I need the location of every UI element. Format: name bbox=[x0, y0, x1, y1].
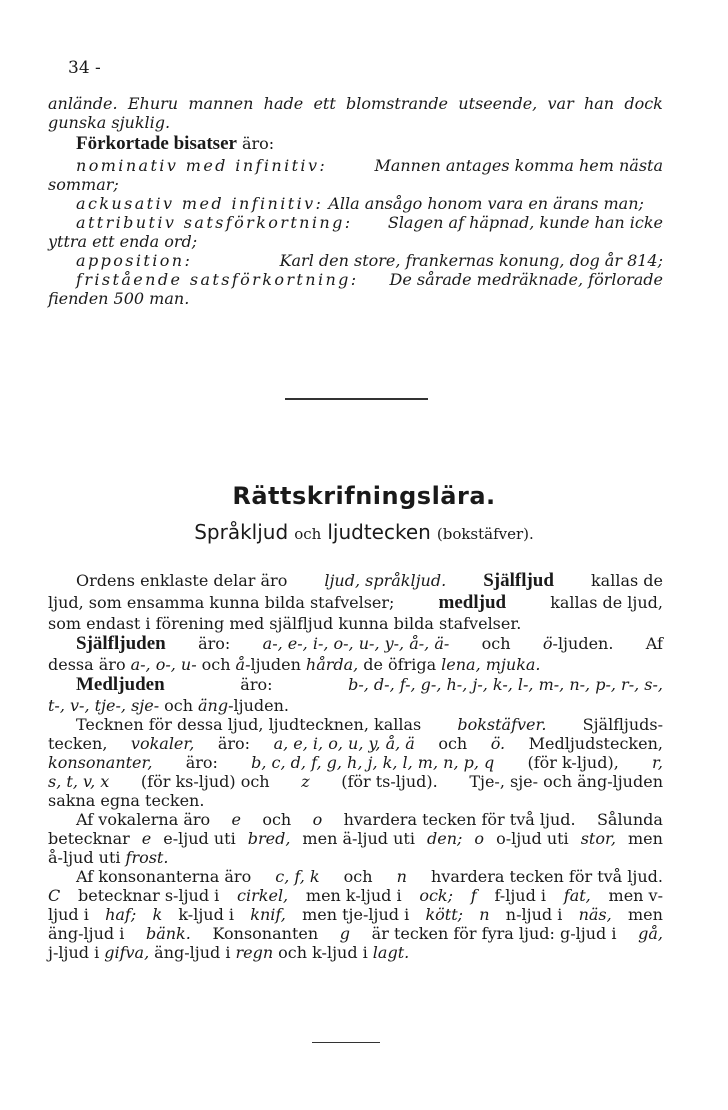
text-fragment: bokstäfver. bbox=[457, 715, 547, 734]
text-fragment: e bbox=[231, 810, 241, 829]
text-fragment: gifva, bbox=[104, 943, 150, 962]
subtitle-part: och bbox=[294, 525, 322, 543]
text-fragment: n-ljud i bbox=[505, 905, 563, 924]
text-fragment: äng-ljud i bbox=[154, 943, 231, 962]
text-line bbox=[48, 156, 663, 175]
text-fragment: o bbox=[474, 829, 485, 848]
divider bbox=[312, 1042, 380, 1043]
term-label: ackusativ med infinitiv: bbox=[76, 194, 324, 213]
text-fragment: ö- bbox=[542, 634, 558, 653]
text-fragment: t-, v-, tje-, sje- bbox=[48, 696, 160, 715]
text-line bbox=[48, 570, 663, 592]
text-fragment: j-ljud i bbox=[48, 943, 100, 962]
section-heading: Förkortade bisatser bbox=[76, 133, 237, 154]
word: utseende, bbox=[458, 94, 538, 113]
text-fragment: Tecknen för dessa ljud, ljudtecknen, kallas bbox=[76, 715, 422, 734]
text-line bbox=[48, 715, 663, 734]
divider bbox=[285, 398, 428, 400]
text-fragment: ljuden. bbox=[557, 634, 614, 653]
text-fragment: (för ks-ljud) och bbox=[140, 772, 270, 791]
text-fragment: ljud, språkljud. bbox=[324, 571, 447, 590]
text-fragment: b, c, d, f, g, h, j, k, l, m, n, p, q bbox=[251, 753, 495, 772]
text-fragment: och bbox=[438, 734, 468, 753]
text-fragment: a-, e-, i-, o-, u-, y-, å-, ä- bbox=[262, 634, 450, 653]
example-text: fienden 500 man. bbox=[48, 289, 190, 308]
text-line bbox=[48, 655, 663, 674]
text-fragment: tecken, bbox=[48, 734, 108, 753]
text-fragment: (för ts-ljud). bbox=[341, 772, 438, 791]
text-line bbox=[48, 867, 663, 886]
text-fragment: är tecken för fyra ljud: g-ljud i bbox=[371, 924, 617, 943]
example-text: yttra ett enda ord; bbox=[48, 232, 198, 251]
text-fragment: men bbox=[627, 905, 663, 924]
text-fragment: knif, bbox=[250, 905, 286, 924]
example-text: De sårade medräknade, förlorade bbox=[389, 270, 663, 289]
text-fragment: Sålunda bbox=[596, 810, 663, 829]
text-line bbox=[48, 213, 663, 232]
text-fragment: bred, bbox=[247, 829, 291, 848]
text-line bbox=[48, 886, 663, 905]
bold-term: Medljuden bbox=[76, 674, 165, 695]
word: blomstrande bbox=[346, 94, 449, 113]
text-fragment: C bbox=[48, 886, 61, 905]
word: anlände. bbox=[48, 94, 118, 113]
text-fragment: Af bbox=[645, 634, 663, 653]
example-text: Slagen af häpnad, kunde han icke bbox=[387, 213, 663, 232]
text-fragment: och bbox=[343, 867, 373, 886]
text-fragment: b-, d-, f-, g-, h-, j-, k-, l-, m-, n-, p-, r-, s-, bbox=[348, 675, 663, 694]
text-fragment: k bbox=[152, 905, 163, 924]
text-fragment: Ordens enklaste delar äro bbox=[76, 571, 288, 590]
text-line bbox=[48, 94, 663, 113]
text-fragment: men k-ljud i bbox=[305, 886, 402, 905]
section-title: Rättskrifningslära. bbox=[232, 482, 496, 510]
text-fragment: äro: bbox=[185, 753, 218, 772]
text-fragment: r, bbox=[651, 753, 663, 772]
text-line bbox=[48, 194, 663, 213]
text-fragment: o-ljud uti bbox=[496, 829, 569, 848]
text-fragment: s, t, v, x bbox=[48, 772, 110, 791]
text-fragment: Tje-, sje- och äng-ljuden bbox=[469, 772, 663, 791]
subtitle-part: Språkljud bbox=[194, 520, 289, 544]
text-fragment: de öfriga bbox=[363, 655, 437, 674]
example-text: Alla ansågo honom vara en ärans man; bbox=[328, 194, 644, 213]
text-fragment: hvardera tecken för två ljud. bbox=[343, 810, 576, 829]
text-fragment: haf; bbox=[105, 905, 137, 924]
text-line bbox=[48, 175, 663, 194]
text-fragment: men ä-ljud uti bbox=[302, 829, 415, 848]
text-fragment: näs, bbox=[578, 905, 612, 924]
text-fragment: ljuden bbox=[250, 655, 301, 674]
word: hade bbox=[263, 94, 304, 113]
page-number: 34 - bbox=[68, 58, 101, 78]
text-fragment: kallas de bbox=[590, 571, 663, 590]
text-fragment: (för k-ljud), bbox=[527, 753, 619, 772]
text-line bbox=[48, 791, 663, 810]
text-fragment: Konsonanten bbox=[212, 924, 319, 943]
text-fragment: äng-ljud i bbox=[48, 924, 125, 943]
text-fragment: äro: bbox=[241, 134, 275, 153]
word: mannen bbox=[188, 94, 254, 113]
text-fragment: ljuden. bbox=[233, 696, 289, 715]
text-fragment: vokaler, bbox=[130, 734, 195, 753]
text-line bbox=[48, 943, 663, 962]
text-fragment: e bbox=[141, 829, 152, 848]
word: Ehuru bbox=[127, 94, 179, 113]
text-fragment: och bbox=[164, 696, 194, 715]
example-text: Karl den store, frankernas konung, dog år 814; bbox=[279, 251, 663, 270]
text-fragment: e-ljud uti bbox=[163, 829, 236, 848]
bold-term: Själfljud bbox=[483, 570, 554, 591]
word: ett bbox=[313, 94, 336, 113]
example-text: Mannen antages komma hem nästa bbox=[374, 156, 663, 175]
text-line bbox=[48, 633, 663, 655]
text-fragment: gunska sjuklig. bbox=[48, 113, 171, 132]
text-fragment: äro: bbox=[217, 734, 251, 753]
text-fragment: dessa äro bbox=[48, 655, 126, 674]
text-line bbox=[48, 924, 663, 943]
text-fragment: konsonanter, bbox=[48, 753, 153, 772]
word: var bbox=[547, 94, 574, 113]
text-line bbox=[48, 772, 663, 791]
text-fragment: c, f, k bbox=[275, 867, 320, 886]
text-fragment: som endast i förening med själfljud kunna bilda stafvelser. bbox=[48, 614, 522, 633]
text-fragment: f bbox=[470, 886, 477, 905]
text-fragment: ljud, som ensamma kunna bilda stafvelser; bbox=[48, 593, 395, 612]
word: han bbox=[583, 94, 615, 113]
text-fragment: och bbox=[201, 655, 231, 674]
bold-term: medljud bbox=[438, 592, 507, 613]
text-fragment: Medljudstecken, bbox=[528, 734, 663, 753]
text-fragment: och bbox=[262, 810, 292, 829]
text-line bbox=[48, 251, 663, 270]
term-label: apposition: bbox=[76, 251, 193, 270]
bold-term: Själfljuden bbox=[76, 633, 166, 654]
text-fragment: lena, mjuka. bbox=[441, 655, 541, 674]
text-fragment: n bbox=[479, 905, 490, 924]
text-fragment: å- bbox=[235, 655, 251, 674]
body-section bbox=[48, 570, 663, 962]
text-fragment: ljud i bbox=[48, 905, 89, 924]
term-label: fristående satsförkortning: bbox=[76, 270, 359, 289]
text-fragment: kött; bbox=[425, 905, 464, 924]
text-fragment: f-ljud i bbox=[494, 886, 547, 905]
text-fragment: men bbox=[627, 829, 663, 848]
text-fragment: cirkel, bbox=[237, 886, 289, 905]
text-fragment: k-ljud i bbox=[178, 905, 235, 924]
text-line bbox=[48, 696, 663, 715]
text-fragment: äro: bbox=[240, 675, 273, 694]
text-fragment: stor, bbox=[580, 829, 616, 848]
text-line bbox=[48, 829, 663, 848]
text-fragment: bänk. bbox=[145, 924, 191, 943]
example-text: sommar; bbox=[48, 175, 119, 194]
text-fragment: äng- bbox=[198, 696, 234, 715]
text-fragment: Själfljuds- bbox=[582, 715, 663, 734]
term-label: attributiv satsförkortning: bbox=[76, 213, 353, 232]
text-line bbox=[48, 810, 663, 829]
text-fragment: Af konsonanterna äro bbox=[76, 867, 252, 886]
top-section bbox=[48, 94, 663, 308]
text-fragment: betecknar bbox=[48, 829, 130, 848]
text-fragment: g bbox=[339, 924, 351, 943]
text-fragment: kallas de ljud, bbox=[550, 593, 663, 612]
text-fragment: ock; bbox=[419, 886, 454, 905]
text-fragment: a, e, i, o, u, y, å, ä bbox=[273, 734, 415, 753]
text-line bbox=[48, 289, 663, 308]
text-fragment: frost. bbox=[125, 848, 169, 867]
text-line bbox=[48, 232, 663, 251]
word: dock bbox=[624, 94, 663, 113]
text-fragment: äro: bbox=[198, 634, 231, 653]
term-label: nominativ med infinitiv: bbox=[76, 156, 328, 175]
text-fragment: z bbox=[301, 772, 310, 791]
text-fragment: n bbox=[396, 867, 407, 886]
text-line bbox=[48, 734, 663, 753]
text-fragment: hvardera tecken för två ljud. bbox=[430, 867, 663, 886]
text-fragment: ö. bbox=[490, 734, 506, 753]
text-fragment: regn bbox=[235, 943, 274, 962]
text-fragment: sakna egna tecken. bbox=[48, 791, 205, 810]
text-line bbox=[48, 270, 663, 289]
text-line bbox=[48, 113, 663, 132]
text-line bbox=[48, 848, 663, 867]
subtitle-part: (bokstäfver). bbox=[436, 525, 534, 543]
text-fragment: men v- bbox=[608, 886, 663, 905]
text-fragment: gå, bbox=[638, 924, 663, 943]
text-fragment: och bbox=[481, 634, 511, 653]
text-fragment: o bbox=[312, 810, 323, 829]
subtitle-part: ljudtecken bbox=[327, 520, 431, 544]
text-fragment: den; bbox=[426, 829, 463, 848]
text-fragment: a-, o-, u- bbox=[130, 655, 197, 674]
text-line bbox=[48, 905, 663, 924]
text-fragment: fat, bbox=[563, 886, 591, 905]
text-fragment: lagt. bbox=[372, 943, 410, 962]
text-line bbox=[48, 592, 663, 614]
text-fragment: men tje-ljud i bbox=[302, 905, 410, 924]
section-subtitle bbox=[0, 520, 728, 544]
text-line bbox=[48, 614, 663, 633]
text-line bbox=[48, 674, 663, 696]
text-fragment: hårda, bbox=[305, 655, 359, 674]
text-fragment: betecknar s-ljud i bbox=[78, 886, 220, 905]
text-fragment: å-ljud uti bbox=[48, 848, 121, 867]
heading-line bbox=[48, 132, 663, 156]
text-fragment: och k-ljud i bbox=[278, 943, 368, 962]
text-fragment: Af vokalerna äro bbox=[76, 810, 211, 829]
text-line bbox=[48, 753, 663, 772]
